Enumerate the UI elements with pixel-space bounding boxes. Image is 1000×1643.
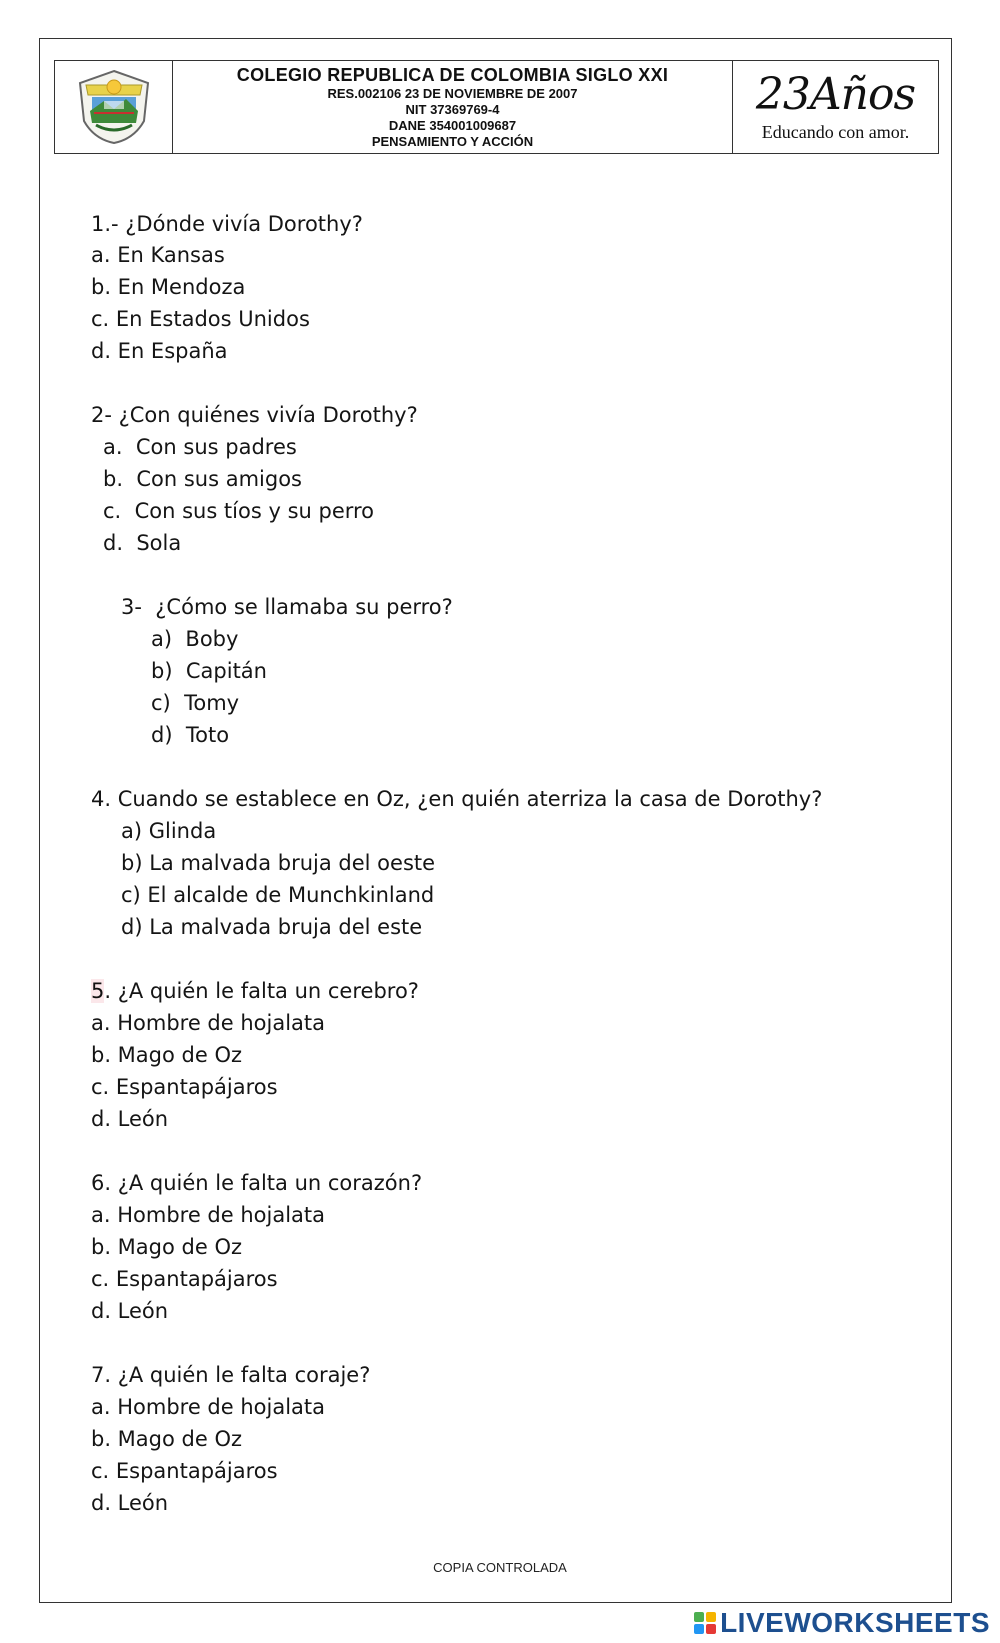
question-5-option-d[interactable]: d. León: [91, 1107, 169, 1131]
question-3-option-c[interactable]: c) Tomy: [151, 691, 240, 715]
question-7-option-c[interactable]: c. Espantapájaros: [91, 1459, 278, 1483]
liveworksheets-watermark: [694, 1607, 990, 1639]
question-6-option-c[interactable]: c. Espantapájaros: [91, 1267, 278, 1291]
question-2: 2- ¿Con quiénes vivía Dorothy?: [91, 403, 418, 427]
question-4-option-c[interactable]: c) El alcalde de Munchkinland: [121, 883, 435, 907]
question-1-option-d[interactable]: d. En España: [91, 339, 228, 363]
question-7-option-d[interactable]: d. León: [91, 1491, 169, 1515]
question-3-option-a[interactable]: a) Boby: [151, 627, 239, 651]
question-6-option-d[interactable]: d. León: [91, 1299, 169, 1323]
header-institution-info: [173, 61, 733, 153]
question-3-option-b[interactable]: b) Capitán: [151, 659, 267, 683]
question-1-option-a[interactable]: a. En Kansas: [91, 243, 225, 267]
question-6-option-b[interactable]: b. Mago de Oz: [91, 1235, 242, 1259]
document-header: [54, 60, 939, 154]
question-1-option-b[interactable]: b. En Mendoza: [91, 275, 246, 299]
question-4-option-d[interactable]: d) La malvada bruja del este: [121, 915, 423, 939]
school-logo: [55, 61, 173, 153]
question-2-option-d[interactable]: d. Sola: [103, 531, 182, 555]
question-6-option-a[interactable]: a. Hombre de hojalata: [91, 1203, 326, 1227]
question-4-option-a[interactable]: a) Glinda: [121, 819, 217, 843]
question-5-text: . ¿A quién le falta un cerebro?: [104, 979, 419, 1003]
school-crest-icon: [74, 67, 154, 147]
header-anniversary: [733, 61, 938, 153]
question-4-option-b[interactable]: b) La malvada bruja del oeste: [121, 851, 436, 875]
footer-controlled-copy: COPIA CONTROLADA: [433, 1560, 567, 1575]
question-7: 7. ¿A quién le falta coraje?: [91, 1363, 371, 1387]
nit-line: NIT 37369769-4: [405, 101, 500, 117]
question-2-option-c[interactable]: c. Con sus tíos y su perro: [103, 499, 375, 523]
dane-line: DANE 354001009687: [388, 117, 517, 133]
school-name: COLEGIO REPUBLICA DE COLOMBIA SIGLO XXI: [236, 64, 669, 85]
question-7-option-a[interactable]: a. Hombre de hojalata: [91, 1395, 326, 1419]
question-5: [91, 977, 419, 1005]
question-1: 1.- ¿Dónde vivía Dorothy?: [91, 212, 363, 236]
question-5-option-b[interactable]: b. Mago de Oz: [91, 1043, 242, 1067]
question-5-number: 5: [91, 979, 105, 1003]
school-motto: Educando con amor.: [761, 121, 910, 142]
question-2-option-a[interactable]: a. Con sus padres: [103, 435, 297, 459]
liveworksheets-text: LIVEWORKSHEETS: [720, 1607, 990, 1638]
resolution-line: RES.002106 23 DE NOVIEMBRE DE 2007: [327, 85, 578, 101]
question-3-option-d[interactable]: d) Toto: [151, 723, 230, 747]
question-6: 6. ¿A quién le falta un corazón?: [91, 1171, 423, 1195]
anniversary-years: 23Años: [755, 68, 916, 120]
question-5-option-c[interactable]: c. Espantapájaros: [91, 1075, 278, 1099]
question-4: 4. Cuando se establece en Oz, ¿en quién aterriza la casa de Dorothy?: [91, 787, 823, 811]
question-3: 3- ¿Cómo se llamaba su perro?: [121, 595, 453, 619]
question-5-option-a[interactable]: a. Hombre de hojalata: [91, 1011, 326, 1035]
liveworksheets-logo-icon: [694, 1612, 716, 1634]
question-2-option-b[interactable]: b. Con sus amigos: [103, 467, 302, 491]
question-1-option-c[interactable]: c. En Estados Unidos: [91, 307, 310, 331]
slogan-line: PENSAMIENTO Y ACCIÓN: [371, 133, 534, 149]
question-7-option-b[interactable]: b. Mago de Oz: [91, 1427, 242, 1451]
